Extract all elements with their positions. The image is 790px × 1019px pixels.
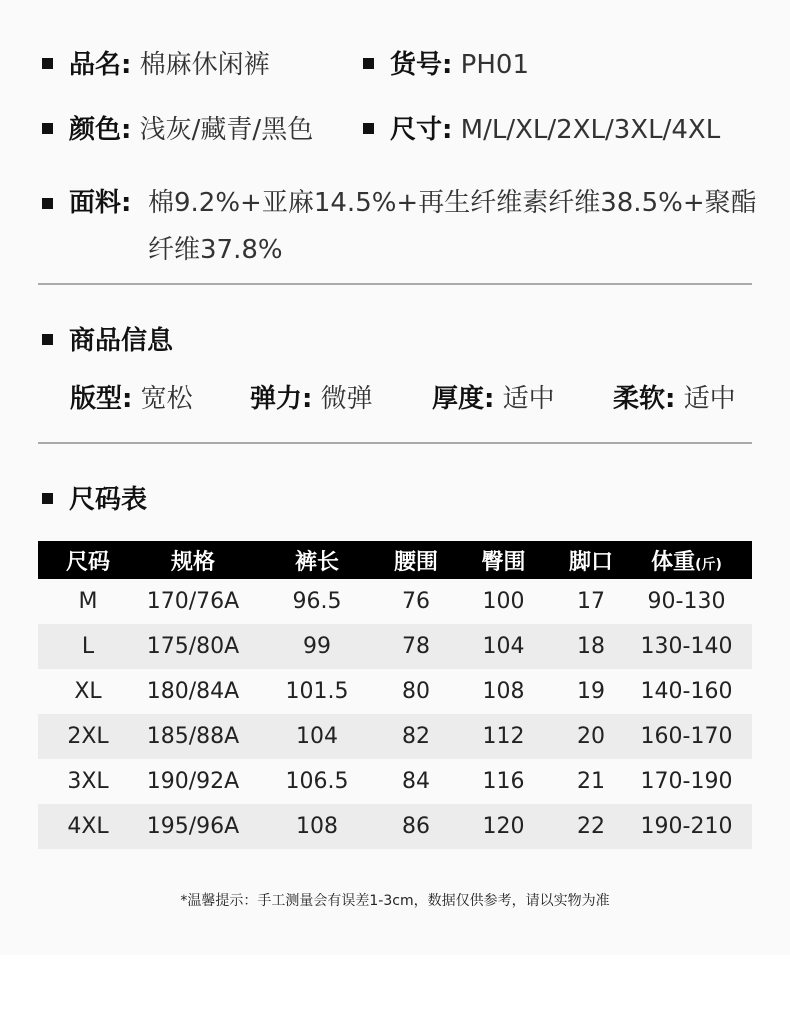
bullet-square-icon bbox=[363, 58, 374, 69]
product-size-value: M/L/XL/2XL/3XL/4XL bbox=[460, 115, 721, 145]
header-length: 裤长 bbox=[248, 541, 386, 579]
product-code-value: PH01 bbox=[460, 50, 529, 80]
bullet-square-icon bbox=[363, 123, 374, 134]
bullet-square-icon bbox=[42, 334, 53, 345]
table-cell: 99 bbox=[248, 624, 386, 669]
table-cell: M bbox=[78, 589, 98, 614]
table-cell: 106.5 bbox=[285, 769, 349, 794]
info-item-value: 适中 bbox=[683, 384, 736, 414]
table-cell: 76 bbox=[402, 589, 430, 614]
size-table-header bbox=[38, 541, 752, 579]
table-cell: 18 bbox=[561, 624, 621, 669]
table-cell: 130-140 bbox=[621, 624, 752, 669]
product-code-row bbox=[363, 50, 529, 80]
table-cell: 96.5 bbox=[292, 589, 342, 614]
table-cell: XL bbox=[74, 679, 102, 704]
product-name-row bbox=[42, 50, 270, 80]
table-cell: 190-210 bbox=[621, 804, 752, 849]
table-cell: 19 bbox=[577, 679, 605, 704]
info-item-fit bbox=[70, 378, 193, 415]
table-cell: 82 bbox=[386, 714, 446, 759]
table-cell: 120 bbox=[446, 804, 561, 849]
size-table bbox=[38, 541, 752, 849]
table-cell: 78 bbox=[386, 624, 446, 669]
table-cell: 190/92A bbox=[146, 769, 240, 794]
bullet-square-icon bbox=[42, 58, 53, 69]
info-item-value: 适中 bbox=[502, 384, 555, 414]
header-spec: 规格 bbox=[138, 541, 248, 579]
table-cell: 86 bbox=[386, 804, 446, 849]
info-section-title-text: 商品信息 bbox=[69, 326, 174, 356]
table-cell: 104 bbox=[248, 714, 386, 759]
table-cell: 84 bbox=[402, 769, 430, 794]
divider bbox=[38, 442, 752, 444]
table-row bbox=[38, 669, 752, 714]
table-cell: 100 bbox=[482, 589, 525, 614]
table-cell: 21 bbox=[577, 769, 605, 794]
table-cell: 185/88A bbox=[138, 714, 248, 759]
table-cell: 20 bbox=[561, 714, 621, 759]
table-cell: 4XL bbox=[38, 804, 138, 849]
table-cell: 22 bbox=[561, 804, 621, 849]
size-section-title-text: 尺码表 bbox=[69, 485, 148, 515]
table-cell: 112 bbox=[446, 714, 561, 759]
header-waist: 腰围 bbox=[386, 541, 446, 579]
product-fabric-row bbox=[42, 180, 762, 274]
table-cell: 2XL bbox=[38, 714, 138, 759]
table-cell: 104 bbox=[446, 624, 561, 669]
header-weight bbox=[621, 541, 752, 579]
product-size-label: 尺寸: bbox=[390, 115, 453, 145]
product-code-label: 货号: bbox=[390, 50, 453, 80]
size-section-title bbox=[42, 479, 147, 516]
table-cell: 180/84A bbox=[146, 679, 240, 704]
table-cell: 90-130 bbox=[647, 589, 726, 614]
info-item-softness bbox=[613, 378, 736, 415]
table-row bbox=[38, 714, 752, 759]
table-cell: 170-190 bbox=[640, 769, 733, 794]
table-cell: 140-160 bbox=[640, 679, 733, 704]
table-cell: 170/76A bbox=[146, 589, 240, 614]
info-item-label: 版型: bbox=[70, 384, 133, 414]
product-color-row bbox=[42, 115, 313, 145]
info-item-elasticity bbox=[250, 378, 373, 415]
header-weight-unit: (斤) bbox=[695, 556, 722, 573]
table-cell: 17 bbox=[577, 589, 605, 614]
table-cell: 116 bbox=[482, 769, 525, 794]
table-row bbox=[38, 624, 752, 669]
table-row bbox=[38, 804, 752, 849]
product-color-label: 颜色: bbox=[69, 115, 132, 145]
measurement-note: *温馨提示：手工测量会有误差1-3cm，数据仅供参考，请以实物为准 bbox=[180, 893, 610, 909]
header-size: 尺码 bbox=[38, 541, 138, 579]
table-row bbox=[38, 579, 752, 624]
table-cell: 108 bbox=[482, 679, 525, 704]
header-hip: 臀围 bbox=[446, 541, 561, 579]
table-cell: L bbox=[38, 624, 138, 669]
table-row bbox=[38, 759, 752, 804]
header-weight-text: 体重 bbox=[651, 549, 696, 575]
product-size-row bbox=[363, 115, 720, 145]
table-cell: 175/80A bbox=[138, 624, 248, 669]
info-item-value: 微弹 bbox=[320, 384, 373, 414]
bullet-square-icon bbox=[42, 493, 53, 504]
bullet-square-icon bbox=[42, 123, 53, 134]
product-fabric-value: 棉9.2%+亚麻14.5%+再生纤维素纤维38.5%+聚酯纤维37.8% bbox=[148, 188, 757, 265]
product-name-value: 棉麻休闲裤 bbox=[139, 50, 270, 80]
info-section-title bbox=[42, 320, 173, 357]
table-cell: 160-170 bbox=[621, 714, 752, 759]
product-fabric-label: 面料: bbox=[69, 188, 132, 218]
info-item-label: 弹力: bbox=[250, 384, 313, 414]
table-cell: 3XL bbox=[67, 769, 109, 794]
info-item-label: 柔软: bbox=[613, 384, 676, 414]
table-cell: 80 bbox=[402, 679, 430, 704]
header-hem: 脚口 bbox=[561, 541, 621, 579]
table-cell: 101.5 bbox=[285, 679, 349, 704]
info-item-label: 厚度: bbox=[432, 384, 495, 414]
divider bbox=[38, 283, 752, 285]
info-item-value: 宽松 bbox=[140, 384, 193, 414]
product-color-value: 浅灰/藏青/黑色 bbox=[139, 115, 314, 145]
bullet-square-icon bbox=[42, 198, 53, 209]
table-cell: 195/96A bbox=[138, 804, 248, 849]
table-cell: 108 bbox=[248, 804, 386, 849]
product-name-label: 品名: bbox=[69, 50, 132, 80]
info-item-thickness bbox=[432, 378, 555, 415]
